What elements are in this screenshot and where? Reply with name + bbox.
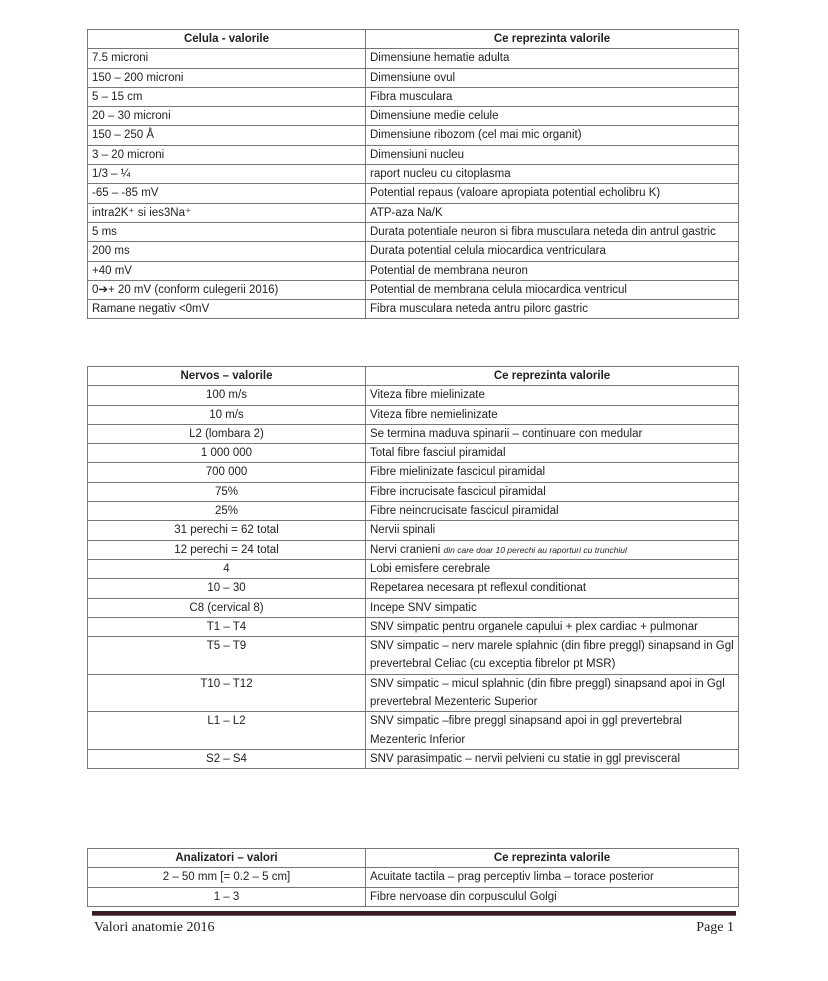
meaning-text: Dimensiune ovul	[370, 71, 456, 84]
meaning-text: Lobi emisfere cerebrale	[370, 562, 491, 575]
table-row	[88, 521, 739, 540]
meaning-text: Potential repaus (valoare apropiata potential echolibru K)	[370, 187, 661, 200]
value-cell: 10 – 30	[88, 579, 366, 598]
meaning-cell	[366, 540, 739, 559]
column-header-values: Nervos – valorile	[88, 367, 366, 386]
meaning-text: Nervii spinali	[370, 524, 436, 537]
table-row	[88, 68, 739, 87]
value-cell: 5 – 15 cm	[88, 87, 366, 106]
meaning-cell	[366, 559, 739, 578]
table-header-row	[88, 30, 739, 49]
value-cell: 20 – 30 microni	[88, 107, 366, 126]
meaning-cell	[366, 482, 739, 501]
table-row	[88, 87, 739, 106]
column-header-meaning: Ce reprezinta valorile	[366, 849, 739, 868]
table-row	[88, 868, 739, 887]
table-row	[88, 482, 739, 501]
table-row	[88, 165, 739, 184]
meaning-text: Viteza fibre mielinizate	[370, 389, 485, 402]
value-cell: T1 – T4	[88, 617, 366, 636]
meaning-cell	[366, 749, 739, 768]
meaning-text: Repetarea necesara pt reflexul conditionat	[370, 582, 587, 595]
meaning-cell	[366, 184, 739, 203]
table-row	[88, 49, 739, 68]
meaning-cell	[366, 87, 739, 106]
meaning-text: Viteza fibre nemielinizate	[370, 408, 498, 421]
meaning-text: Fibra musculara	[370, 90, 453, 103]
meaning-text: raport nucleu cu citoplasma	[370, 168, 511, 181]
value-cell: 100 m/s	[88, 386, 366, 405]
value-cell: 5 ms	[88, 222, 366, 241]
value-cell: 7.5 microni	[88, 49, 366, 68]
meaning-cell	[366, 868, 739, 887]
value-cell: 2 – 50 mm [= 0.2 – 5 cm]	[88, 868, 366, 887]
table-row	[88, 598, 739, 617]
meaning-text: Fibre neincrucisate fascicul piramidal	[370, 505, 559, 518]
table-row	[88, 405, 739, 424]
meaning-text: Dimensiune hematie adulta	[370, 52, 510, 65]
table-header-row	[88, 367, 739, 386]
meaning-text: SNV simpatic – nerv marele splahnic (din fibre preggl) sinapsand in Ggl prevertebral Celiac (cu exceptia fibrelor pt MSR)	[370, 640, 734, 671]
meaning-text: Incepe SNV simpatic	[370, 601, 477, 614]
table-row	[88, 261, 739, 280]
value-cell: L2 (lombara 2)	[88, 424, 366, 443]
meaning-cell	[366, 637, 739, 675]
meaning-cell	[366, 424, 739, 443]
meaning-cell	[366, 887, 739, 906]
table-row	[88, 280, 739, 299]
celula-values-table	[87, 29, 739, 319]
meaning-cell	[366, 49, 739, 68]
meaning-text: Dimensiuni nucleu	[370, 148, 464, 161]
meaning-text: Potential de membrana neuron	[370, 264, 528, 277]
meaning-text: SNV simpatic pentru organele capului + plex cardiac + pulmonar	[370, 620, 698, 633]
value-cell: 1 000 000	[88, 444, 366, 463]
meaning-text: Se termina maduva spinarii – continuare con medular	[370, 427, 643, 440]
value-cell: 1 – 3	[88, 887, 366, 906]
value-cell: 10 m/s	[88, 405, 366, 424]
meaning-text: Fibre mielinizate fascicul piramidal	[370, 466, 546, 479]
table-row	[88, 502, 739, 521]
footer-title: Valori anatomie 2016	[94, 920, 215, 935]
value-cell: 200 ms	[88, 242, 366, 261]
value-cell: 1/3 – ¼	[88, 165, 366, 184]
meaning-cell	[366, 386, 739, 405]
table-row	[88, 222, 739, 241]
meaning-note: din care doar 10 perechi au raporturi cu trunchiul	[443, 544, 627, 555]
table-row	[88, 300, 739, 319]
page-number: Page 1	[696, 920, 734, 935]
table-row	[88, 559, 739, 578]
table-row	[88, 203, 739, 222]
meaning-cell	[366, 261, 739, 280]
meaning-text: Fibra musculara neteda antru pilorc gastric	[370, 303, 588, 316]
value-cell: 75%	[88, 482, 366, 501]
meaning-cell	[366, 444, 739, 463]
meaning-text: SNV parasimpatic – nervii pelvieni cu statie in ggl previsceral	[370, 752, 681, 765]
table-row	[88, 444, 739, 463]
table-row	[88, 463, 739, 482]
table-row	[88, 887, 739, 906]
meaning-cell	[366, 222, 739, 241]
meaning-cell	[366, 145, 739, 164]
table-row	[88, 386, 739, 405]
value-cell: 150 – 250 Å	[88, 126, 366, 145]
table-row	[88, 424, 739, 443]
value-cell: 0➔+ 20 mV (conform culegerii 2016)	[88, 280, 366, 299]
table-row	[88, 145, 739, 164]
meaning-cell	[366, 674, 739, 712]
meaning-text: Acuitate tactila – prag perceptiv limba – torace posterior	[370, 871, 654, 884]
meaning-cell	[366, 712, 739, 750]
meaning-text: Durata potentiale neuron si fibra musculara neteda din antrul gastric	[370, 225, 716, 238]
table-row	[88, 712, 739, 750]
value-cell: 31 perechi = 62 total	[88, 521, 366, 540]
value-cell: T5 – T9	[88, 637, 366, 675]
value-cell: Ramane negativ <0mV	[88, 300, 366, 319]
meaning-cell	[366, 107, 739, 126]
footer-divider	[92, 911, 736, 916]
column-header-values: Analizatori – valori	[88, 849, 366, 868]
value-cell: 3 – 20 microni	[88, 145, 366, 164]
meaning-cell	[366, 280, 739, 299]
column-header-meaning: Ce reprezinta valorile	[366, 367, 739, 386]
table-row	[88, 749, 739, 768]
nervos-values-table	[87, 366, 739, 769]
value-cell: 12 perechi = 24 total	[88, 540, 366, 559]
meaning-text: Dimensiune ribozom (cel mai mic organit)	[370, 129, 582, 142]
meaning-text: Total fibre fasciul piramidal	[370, 447, 506, 460]
table-row	[88, 107, 739, 126]
meaning-cell	[366, 300, 739, 319]
meaning-text: Potential de membrana celula miocardica ventricul	[370, 283, 627, 296]
value-cell: T10 – T12	[88, 674, 366, 712]
meaning-text: Fibre nervoase din corpusculul Golgi	[370, 890, 557, 903]
table-row	[88, 242, 739, 261]
value-cell: 4	[88, 559, 366, 578]
meaning-text: SNV simpatic – micul splahnic (din fibre preggl) sinapsand apoi in Ggl prevertebral Mezenteric Superior	[370, 677, 725, 709]
value-cell: 700 000	[88, 463, 366, 482]
meaning-text: Dimensiune medie celule	[370, 110, 499, 123]
value-cell: +40 mV	[88, 261, 366, 280]
meaning-cell	[366, 463, 739, 482]
table-row	[88, 637, 739, 675]
table-row	[88, 184, 739, 203]
analizatori-values-table	[87, 848, 739, 907]
value-cell: L1 – L2	[88, 712, 366, 750]
table-header-row	[88, 849, 739, 868]
meaning-text: SNV simpatic –fibre preggl sinapsand apoi in ggl prevertebral Mezenteric Inferior	[370, 715, 682, 746]
meaning-cell	[366, 617, 739, 636]
meaning-cell	[366, 126, 739, 145]
meaning-cell	[366, 521, 739, 540]
column-header-values: Celula - valorile	[88, 30, 366, 49]
table-row	[88, 540, 739, 559]
meaning-cell	[366, 502, 739, 521]
meaning-text: ATP-aza Na/K	[370, 206, 443, 219]
meaning-cell	[366, 405, 739, 424]
meaning-text: Durata potential celula miocardica ventriculara	[370, 245, 606, 258]
value-cell: -65 – -85 mV	[88, 184, 366, 203]
table-row	[88, 674, 739, 712]
value-cell: C8 (cervical 8)	[88, 598, 366, 617]
meaning-cell	[366, 579, 739, 598]
value-cell: intra2K⁺ si ies3Na⁺	[88, 203, 366, 222]
value-cell: 25%	[88, 502, 366, 521]
value-cell: S2 – S4	[88, 749, 366, 768]
meaning-text: Fibre incrucisate fascicul piramidal	[370, 485, 546, 498]
meaning-cell	[366, 242, 739, 261]
table-row	[88, 579, 739, 598]
meaning-cell	[366, 598, 739, 617]
table-row	[88, 617, 739, 636]
meaning-cell	[366, 165, 739, 184]
table-row	[88, 126, 739, 145]
meaning-text: Nervi cranieni	[370, 543, 441, 556]
column-header-meaning: Ce reprezinta valorile	[366, 30, 739, 49]
value-cell: 150 – 200 microni	[88, 68, 366, 87]
meaning-cell	[366, 68, 739, 87]
meaning-cell	[366, 203, 739, 222]
